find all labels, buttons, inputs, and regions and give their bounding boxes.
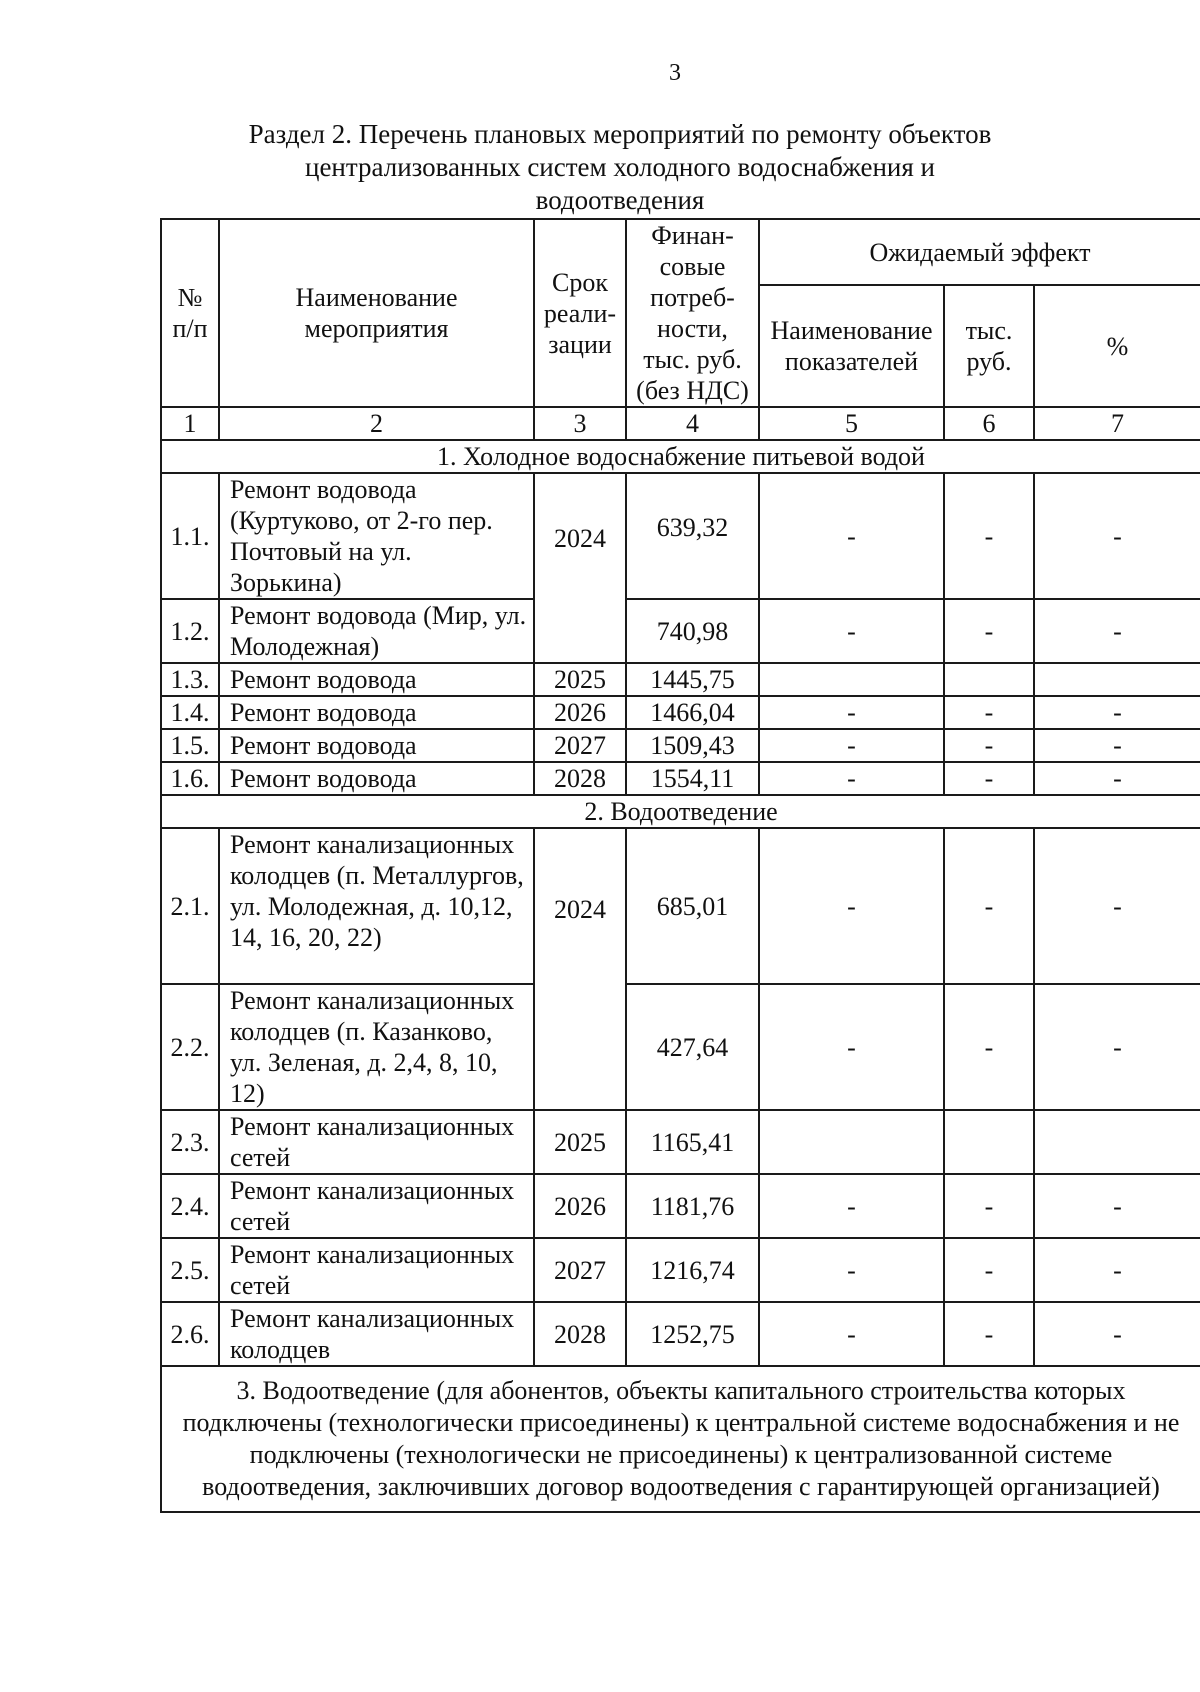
- header-num: № п/п: [161, 219, 219, 407]
- row-finance: 685,01: [626, 828, 759, 984]
- row-num: 2.3.: [161, 1110, 219, 1174]
- row-finance: 1509,43: [626, 729, 759, 762]
- title-line-2: централизованных систем холодного водоснабжения и водоотведения: [305, 152, 935, 215]
- row-percent: -: [1034, 1302, 1200, 1366]
- row-indicator: -: [759, 762, 944, 795]
- row-term: 2027: [534, 1238, 626, 1302]
- row-thousand: -: [944, 473, 1034, 599]
- row-num: 2.2.: [161, 984, 219, 1110]
- row-indicator: -: [759, 599, 944, 663]
- table-row: [161, 473, 1200, 599]
- table-row: [161, 729, 1200, 762]
- row-percent: -: [1034, 1238, 1200, 1302]
- row-num: 1.3.: [161, 663, 219, 696]
- measures-table: [160, 218, 1200, 1513]
- header-effect: Ожидаемый эффект: [759, 219, 1200, 285]
- table-row: [161, 1174, 1200, 1238]
- row-finance: 639,32: [626, 473, 759, 599]
- row-num: 2.1.: [161, 828, 219, 984]
- row-term: 2025: [534, 663, 626, 696]
- row-term: 2025: [534, 1110, 626, 1174]
- row-finance: 427,64: [626, 984, 759, 1110]
- row-indicator: [759, 663, 944, 696]
- column-number-row: [161, 407, 1200, 440]
- row-percent: -: [1034, 984, 1200, 1110]
- row-indicator: -: [759, 1174, 944, 1238]
- row-finance: 1181,76: [626, 1174, 759, 1238]
- section-3-title: 3. Водоотведение (для абонентов, объекты капитального строительства которых подключены (технологически присоединены) к центральной системе водоснабжения и не подключены (технологически не присоединены) к централизованной системе водоотведения, заключивших договор водоотведения с гарантирующей организацией): [161, 1366, 1200, 1512]
- page-title: [230, 118, 1010, 217]
- col-number: 3: [534, 407, 626, 440]
- row-percent: -: [1034, 599, 1200, 663]
- row-thousand: [944, 1110, 1034, 1174]
- row-finance: 1445,75: [626, 663, 759, 696]
- title-line-1: Раздел 2. Перечень плановых мероприятий по ремонту объектов: [248, 119, 992, 149]
- row-thousand: [944, 663, 1034, 696]
- table-row: [161, 696, 1200, 729]
- page-number: 3: [669, 60, 681, 86]
- table-row: [161, 984, 1200, 1110]
- row-term: 2028: [534, 1302, 626, 1366]
- row-thousand: -: [944, 729, 1034, 762]
- row-name: Ремонт канализационных колодцев (п. Казанково, ул. Зеленая, д. 2,4, 8, 10, 12): [219, 984, 534, 1110]
- row-thousand: -: [944, 599, 1034, 663]
- row-num: 2.5.: [161, 1238, 219, 1302]
- row-indicator: -: [759, 1302, 944, 1366]
- col-number: 5: [759, 407, 944, 440]
- section-1-row: [161, 440, 1200, 473]
- row-finance: 1554,11: [626, 762, 759, 795]
- col-number: 4: [626, 407, 759, 440]
- table-row: [161, 762, 1200, 795]
- row-thousand: -: [944, 1302, 1034, 1366]
- row-name: Ремонт канализационных колодцев: [219, 1302, 534, 1366]
- row-indicator: -: [759, 828, 944, 984]
- header-name: Наименование мероприятия: [219, 219, 534, 407]
- table-row: [161, 1110, 1200, 1174]
- row-indicator: -: [759, 696, 944, 729]
- row-thousand: -: [944, 696, 1034, 729]
- row-num: 2.6.: [161, 1302, 219, 1366]
- row-term: 2024: [534, 473, 626, 663]
- header-indicator: Наименование показателей: [759, 285, 944, 407]
- row-percent: [1034, 663, 1200, 696]
- row-name: Ремонт водовода: [219, 762, 534, 795]
- row-finance: 740,98: [626, 599, 759, 663]
- row-term: 2027: [534, 729, 626, 762]
- row-num: 1.1.: [161, 473, 219, 599]
- row-indicator: -: [759, 1238, 944, 1302]
- header-row-1: [161, 219, 1200, 285]
- row-finance: 1252,75: [626, 1302, 759, 1366]
- table-row: [161, 828, 1200, 984]
- row-thousand: -: [944, 828, 1034, 984]
- col-number: 1: [161, 407, 219, 440]
- header-percent: %: [1034, 285, 1200, 407]
- row-indicator: -: [759, 473, 944, 599]
- table-row: [161, 663, 1200, 696]
- row-num: 1.6.: [161, 762, 219, 795]
- row-name: Ремонт водовода: [219, 729, 534, 762]
- row-term: 2026: [534, 696, 626, 729]
- header-thousand: тыс. руб.: [944, 285, 1034, 407]
- row-indicator: -: [759, 729, 944, 762]
- row-percent: -: [1034, 473, 1200, 599]
- row-percent: -: [1034, 1174, 1200, 1238]
- row-indicator: -: [759, 984, 944, 1110]
- row-num: 1.2.: [161, 599, 219, 663]
- row-name: Ремонт водовода: [219, 663, 534, 696]
- row-name: Ремонт водовода: [219, 696, 534, 729]
- row-percent: -: [1034, 729, 1200, 762]
- row-term: 2028: [534, 762, 626, 795]
- row-name: Ремонт водовода (Куртуково, от 2-го пер. Почтовый на ул. Зорькина): [219, 473, 534, 599]
- row-name: Ремонт канализационных сетей: [219, 1174, 534, 1238]
- row-finance: 1165,41: [626, 1110, 759, 1174]
- row-num: 1.4.: [161, 696, 219, 729]
- row-name: Ремонт канализационных колодцев (п. Металлургов, ул. Молодежная, д. 10,12, 14, 16, 20, 22): [219, 828, 534, 984]
- row-percent: -: [1034, 828, 1200, 984]
- row-name: Ремонт канализационных сетей: [219, 1110, 534, 1174]
- col-number: 7: [1034, 407, 1200, 440]
- row-name: Ремонт водовода (Мир, ул. Молодежная): [219, 599, 534, 663]
- row-num: 2.4.: [161, 1174, 219, 1238]
- row-percent: -: [1034, 762, 1200, 795]
- section-2-row: [161, 795, 1200, 828]
- section-3-row: [161, 1366, 1200, 1512]
- section-2-title: 2. Водоотведение: [161, 795, 1200, 828]
- row-name: Ремонт канализационных сетей: [219, 1238, 534, 1302]
- row-thousand: -: [944, 1238, 1034, 1302]
- table-row: [161, 599, 1200, 663]
- row-thousand: -: [944, 984, 1034, 1110]
- row-num: 1.5.: [161, 729, 219, 762]
- row-finance: 1466,04: [626, 696, 759, 729]
- row-thousand: -: [944, 762, 1034, 795]
- row-percent: [1034, 1110, 1200, 1174]
- row-thousand: -: [944, 1174, 1034, 1238]
- row-finance: 1216,74: [626, 1238, 759, 1302]
- col-number: 6: [944, 407, 1034, 440]
- row-indicator: [759, 1110, 944, 1174]
- table-row: [161, 1238, 1200, 1302]
- col-number: 2: [219, 407, 534, 440]
- table-row: [161, 1302, 1200, 1366]
- header-finance: Финан-совые потреб-ности, тыс. руб. (без НДС): [626, 219, 759, 407]
- section-1-title: 1. Холодное водоснабжение питьевой водой: [161, 440, 1200, 473]
- header-term: Срок реали-зации: [534, 219, 626, 407]
- row-term: 2024: [534, 828, 626, 1110]
- row-term: 2026: [534, 1174, 626, 1238]
- row-percent: -: [1034, 696, 1200, 729]
